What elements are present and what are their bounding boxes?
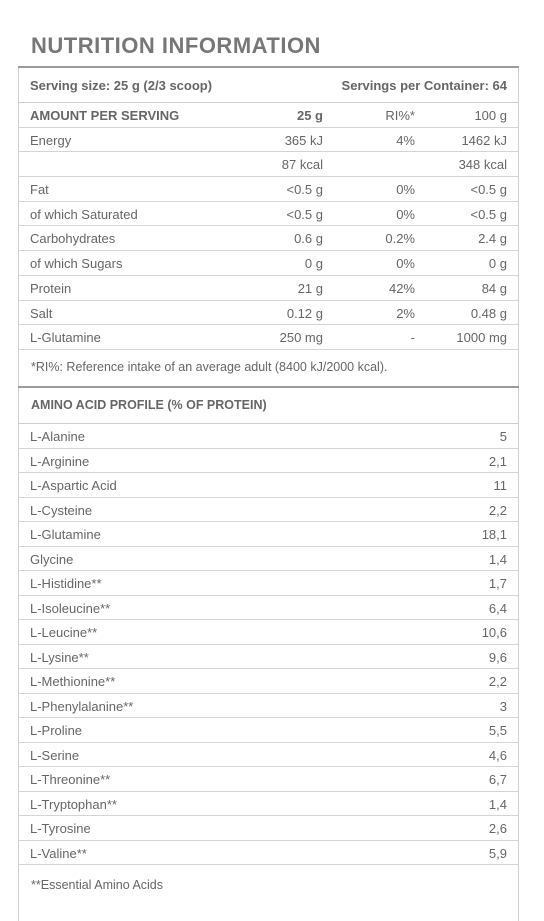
ri-value: 0.2% bbox=[385, 231, 415, 247]
per-serving-value: 21 g bbox=[297, 280, 323, 296]
amino-row bbox=[18, 620, 519, 645]
nutrition-row bbox=[18, 177, 519, 202]
nutrient-name: Energy bbox=[30, 132, 72, 148]
amino-name: L-Methionine** bbox=[30, 674, 116, 689]
amino-value: 5,9 bbox=[488, 845, 507, 861]
amino-value: 18,1 bbox=[481, 527, 507, 542]
amino-value: 10,6 bbox=[481, 625, 507, 640]
ri-value: 2% bbox=[396, 305, 415, 321]
per-100g-value: 0 g bbox=[488, 256, 507, 272]
ri-value: 0% bbox=[396, 182, 415, 198]
amino-value: 1,7 bbox=[488, 576, 507, 591]
ri-value: 4% bbox=[396, 132, 415, 148]
amino-row bbox=[18, 816, 519, 841]
header-ri: RI%* bbox=[385, 108, 415, 123]
nutrient-name: Fat bbox=[30, 182, 49, 198]
amino-row bbox=[18, 645, 519, 670]
amino-profile-heading: AMINO ACID PROFILE (% OF PROTEIN) bbox=[31, 398, 267, 412]
serving-info-row bbox=[18, 68, 519, 103]
amino-value: 11 bbox=[493, 478, 507, 493]
nutrition-row bbox=[18, 301, 519, 326]
nutrient-name: L-Glutamine bbox=[30, 330, 101, 346]
amino-value: 6,7 bbox=[488, 772, 507, 787]
amino-value: 2,2 bbox=[488, 674, 507, 689]
nutrition-row bbox=[18, 202, 519, 227]
amino-name: L-Valine** bbox=[30, 845, 87, 861]
amino-name: L-Aspartic Acid bbox=[30, 478, 117, 493]
amino-row bbox=[18, 841, 519, 866]
amino-name: L-Isoleucine** bbox=[30, 600, 111, 616]
amino-row bbox=[18, 547, 519, 572]
amino-value: 5,5 bbox=[488, 723, 507, 738]
amino-acid-table bbox=[18, 424, 519, 865]
header-per-serving: 25 g bbox=[296, 108, 323, 123]
amino-row bbox=[18, 694, 519, 719]
amino-value: 2,1 bbox=[488, 453, 507, 469]
nutrition-row bbox=[18, 276, 519, 301]
nutrient-name: Protein bbox=[30, 280, 72, 296]
per-serving-value: 0.6 g bbox=[294, 231, 323, 247]
nutrition-row bbox=[18, 226, 519, 251]
amino-row bbox=[18, 449, 519, 474]
amino-row bbox=[18, 571, 519, 596]
nutrient-name: Carbohydrates bbox=[30, 231, 116, 247]
ri-value: - bbox=[410, 330, 415, 346]
per-100g-value: 1000 mg bbox=[456, 330, 507, 346]
per-serving-value: 250 mg bbox=[279, 330, 323, 346]
amino-row bbox=[18, 792, 519, 817]
serving-size: Serving size: 25 g (2/3 scoop) bbox=[30, 78, 213, 93]
per-serving-value: 0 g bbox=[304, 256, 323, 272]
amino-value: 4,6 bbox=[488, 747, 507, 763]
header-amount-per-serving: AMOUNT PER SERVING bbox=[30, 108, 180, 123]
amino-name: L-Phenylalanine** bbox=[30, 698, 134, 714]
amino-value: 1,4 bbox=[488, 796, 507, 812]
amino-value: 6,4 bbox=[488, 600, 507, 616]
nutrient-name: of which Saturated bbox=[30, 206, 138, 222]
servings-per-container: Servings per Container: 64 bbox=[341, 78, 507, 93]
amino-name: L-Serine bbox=[30, 747, 80, 763]
amino-value: 3 bbox=[499, 698, 507, 714]
amino-row bbox=[18, 473, 519, 498]
amino-name: L-Threonine** bbox=[30, 772, 111, 787]
per-serving-value: 365 kJ bbox=[284, 132, 323, 148]
nutrition-table bbox=[18, 103, 519, 350]
nutrition-header-row bbox=[18, 103, 519, 128]
nutrition-row bbox=[18, 152, 519, 177]
amino-row bbox=[18, 718, 519, 743]
essential-amino-note: **Essential Amino Acids bbox=[31, 878, 164, 892]
per-serving-value: <0.5 g bbox=[286, 182, 323, 198]
nutrition-row bbox=[18, 325, 519, 350]
amino-name: L-Arginine bbox=[30, 453, 90, 469]
amino-row bbox=[18, 498, 519, 523]
amino-name: L-Lysine** bbox=[30, 649, 89, 665]
amino-value: 2,2 bbox=[488, 502, 507, 518]
page-title: NUTRITION INFORMATION bbox=[31, 33, 321, 58]
per-serving-value: 87 kcal bbox=[281, 157, 323, 173]
amino-name: L-Histidine** bbox=[30, 576, 102, 591]
per-100g-value: 0.48 g bbox=[470, 305, 507, 321]
amino-row bbox=[18, 669, 519, 694]
nutrient-name: Salt bbox=[30, 305, 53, 321]
per-100g-value: 84 g bbox=[481, 280, 507, 296]
per-100g-value: <0.5 g bbox=[470, 182, 507, 198]
amino-name: Glycine bbox=[30, 551, 74, 567]
nutrition-row bbox=[18, 251, 519, 276]
per-100g-value: 2.4 g bbox=[478, 231, 507, 247]
nutrition-row bbox=[18, 128, 519, 153]
per-serving-value: 0.12 g bbox=[286, 305, 323, 321]
amino-value: 9,6 bbox=[488, 649, 507, 665]
amino-row bbox=[18, 596, 519, 621]
amino-row bbox=[18, 767, 519, 792]
ri-value: 0% bbox=[396, 256, 415, 272]
amino-name: L-Glutamine bbox=[30, 527, 101, 542]
ri-footnote: *RI%: Reference intake of an average adult (8400 kJ/2000 kcal). bbox=[31, 360, 388, 374]
amino-row bbox=[18, 743, 519, 768]
amino-value: 1,4 bbox=[488, 551, 507, 567]
amino-name: L-Leucine** bbox=[30, 625, 98, 640]
amino-name: L-Tyrosine bbox=[30, 821, 91, 836]
amino-value: 5 bbox=[499, 429, 507, 444]
amino-name: L-Tryptophan** bbox=[30, 796, 117, 812]
amino-name: L-Proline bbox=[30, 723, 83, 738]
per-100g-value: <0.5 g bbox=[470, 206, 507, 222]
ri-value: 42% bbox=[388, 280, 415, 296]
section-divider bbox=[18, 386, 519, 388]
nutrient-name: of which Sugars bbox=[30, 256, 123, 272]
amino-row bbox=[18, 424, 519, 449]
per-100g-value: 348 kcal bbox=[458, 157, 507, 173]
amino-row bbox=[18, 522, 519, 547]
amino-value: 2,6 bbox=[488, 821, 507, 836]
ri-value: 0% bbox=[396, 206, 415, 222]
per-serving-value: <0.5 g bbox=[286, 206, 323, 222]
amino-name: L-Alanine bbox=[30, 429, 85, 444]
amino-name: L-Cysteine bbox=[30, 502, 93, 518]
header-per-100g: 100 g bbox=[474, 108, 507, 123]
per-100g-value: 1462 kJ bbox=[461, 132, 507, 148]
